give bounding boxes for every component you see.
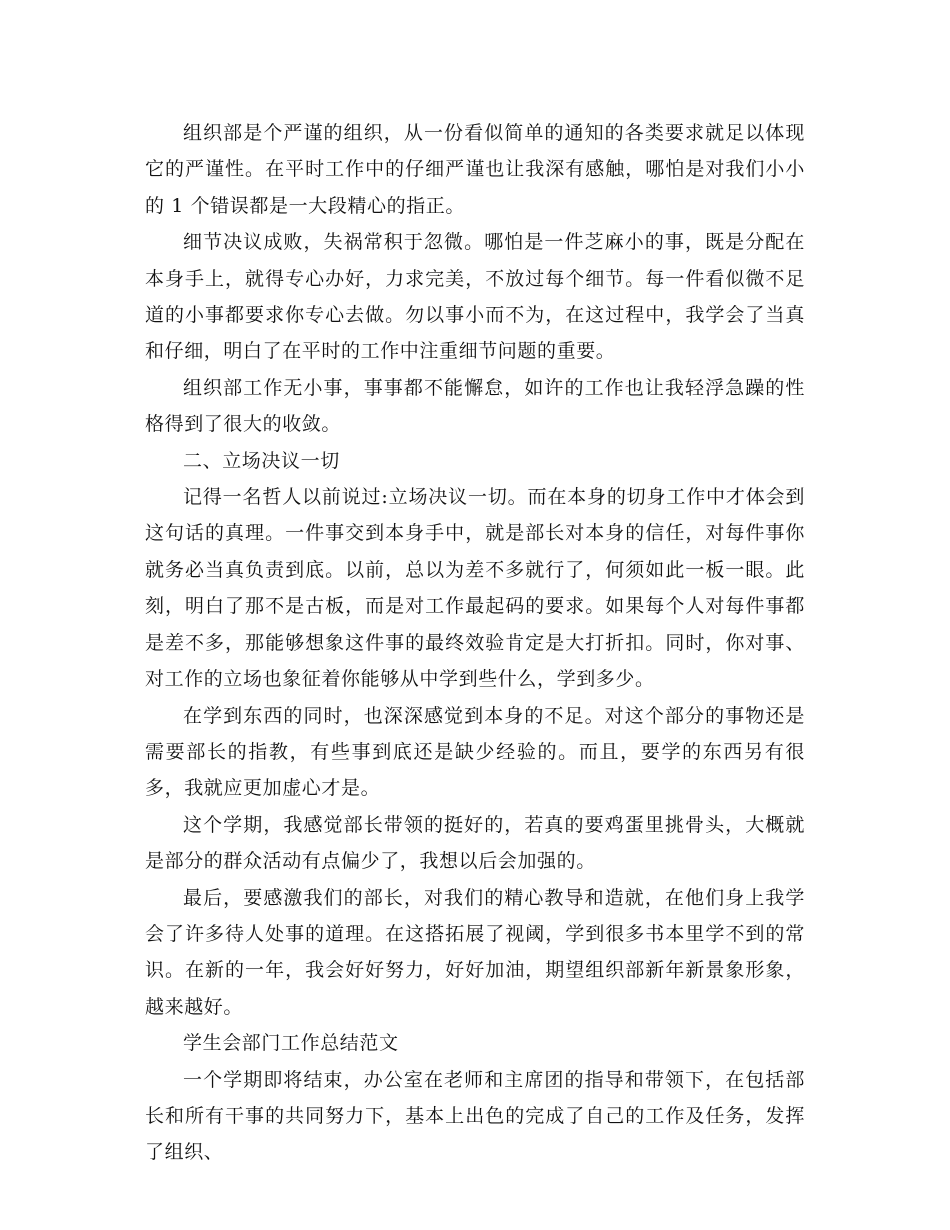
paragraph-this-semester: 这个学期，我感觉部长带领的挺好的，若真的要鸡蛋里挑骨头，大概就是部分的群众活动有点偏少了，我想以后会加强的。 [145,813,805,873]
paragraph-attitude-decides: 记得一名哲人以前说过:立场决议一切。而在本身的切身工作中才体会到这句话的真理。一件事交到本身手中，就是部长对本身的信任，对每件事你就务必当真负责到底。以前，总以为差不多就行了，何须如此一板一眼。此刻，明白了那不是古板，而是对工作最起码的要求。如果每个人对每件事都是差不多，那能够想象这件事的最终效验肯定是大打折扣。同时，你对事、对工作的立场也象征着你能够从中学到些什么，学到多少。 [145,486,805,691]
paragraph-details-matter: 细节决议成败，失祸常积于忽微。哪怕是一件芝麻小的事，既是分配在本身手上，就得专心办好，力求完美，不放过每个细节。每一件看似微不足道的小事都要求你专心去做。勿以事小而不为，在这过程中，我学会了当真和仔细，明白了在平时的工作中注重细节问题的重要。 [145,231,805,363]
paragraph-gratitude: 最后，要感激我们的部长，对我们的精心教导和造就，在他们身上我学会了许多待人处事的道理。在这搭拓展了视阈，学到很多书本里学不到的常识。在新的一年，我会好好努力，好好加油，期望组织部新年新景象形象，越来越好。 [145,886,805,1018]
paragraph-semester-ending: 一个学期即将结束，办公室在老师和主席团的指导和带领下，在包括部长和所有干事的共同努力下，基本上出色的完成了自己的工作及任务，发挥了组织、 [145,1068,805,1164]
section-heading-summary-sample: 学生会部门工作总结范文 [183,1032,399,1055]
document-body [145,115,805,1171]
section-heading-attitude: 二、立场决议一切 [183,449,340,472]
paragraph-own-shortcomings: 在学到东西的同时，也深深感觉到本身的不足。对这个部分的事物还是需要部长的指教，有些事到底还是缺少经验的。而且，要学的东西另有很多，我就应更加虚心才是。 [145,704,805,800]
paragraph-organization-rigor: 组织部是个严谨的组织，从一份看似简单的通知的各类要求就足以体现它的严谨性。在平时工作中的仔细严谨也让我深有感触，哪怕是对我们小小的 1 个错误都是一大段精心的指正。 [145,122,805,217]
paragraph-no-small-tasks: 组织部工作无小事，事事都不能懈怠，如许的工作也让我轻浮急躁的性格得到了很大的收敛。 [145,376,805,436]
